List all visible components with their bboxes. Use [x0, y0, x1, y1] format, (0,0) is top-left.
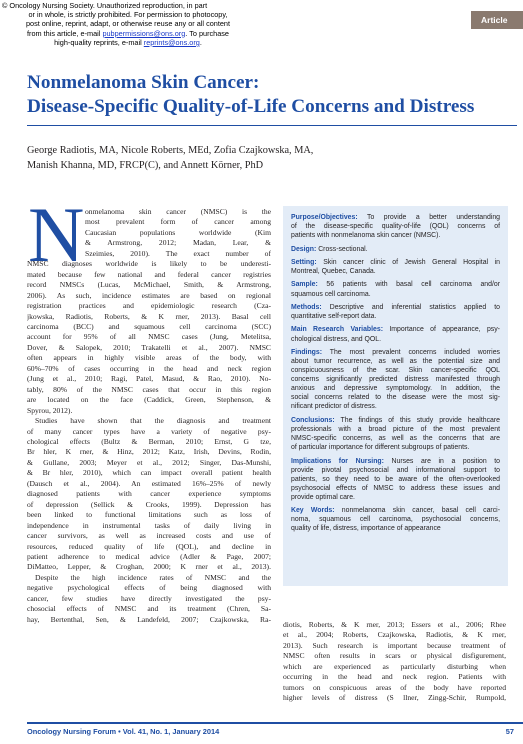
- body-line: are located on the face (Caddick, Green, Stephenson, &: [27, 395, 271, 405]
- body-line: 2006). As such, incidence estimates are based on regional: [27, 290, 271, 300]
- abstract-text: anxious and depressive symptomology. In addition, the: [291, 385, 500, 393]
- body-line: Caucasian populations worldwide (Kim: [85, 227, 271, 237]
- abstract-heading: Design:: [291, 245, 317, 253]
- abstract-heading: Findings:: [291, 348, 323, 356]
- body-line: patient adherence to medical advice (Adler & Page, 2007;: [27, 551, 271, 561]
- abstract-heading: Sample:: [291, 281, 318, 289]
- body-line: occurring in the head and neck region. Patients with: [283, 672, 506, 682]
- section-tab: Article: [471, 11, 523, 29]
- body-line: tumors on conspicuous areas of the body have reported: [283, 682, 506, 692]
- body-line: 60%–70% of cases occurring in the head and neck region: [27, 363, 271, 373]
- abstract-variables: [291, 325, 500, 343]
- abstract-text: Skin cancer clinic of Jewish General Hospital in: [316, 258, 500, 266]
- notice-text: . To purchase: [185, 28, 229, 38]
- title-line: Disease-Specific Quality-of-Life Concerns and Distress: [27, 95, 475, 117]
- body-line: which are experienced as particularly disturbing when: [283, 661, 506, 671]
- abstract-text: quality of life, distress, importance of appearance: [291, 525, 441, 533]
- author-list: [27, 144, 497, 173]
- body-line: often appears in highly visible areas of the body, with: [27, 353, 271, 363]
- abstract-text: patients with nonmelanoma skin cancer (NMSC).: [291, 232, 441, 240]
- abstract-text: concerns significantly predicted distress manifested through: [291, 376, 500, 384]
- body-line: Br hler, K rner, & Hinz, 2012; Katz, Irish, Devins, Rodin,: [27, 447, 271, 457]
- body-line: Szeimies, 2010). The exact number of: [85, 248, 271, 258]
- body-line: cancer survivors, as well as increased costs and use of: [27, 531, 271, 541]
- abstract-heading: Methods:: [291, 303, 322, 311]
- page-number: 57: [505, 727, 514, 736]
- body-line: & Br hler, 2010), which can impact overall patient health: [27, 468, 271, 478]
- body-line: hay, Bertenthal, Sen, & Landefeld, 2007; Czajkowska, Ra-: [27, 614, 271, 624]
- abstract-text: of particular importance for different subgroups of patients.: [291, 444, 470, 452]
- abstract-text: conspicuousness of the scar. Skin cancer-specific QOL: [291, 367, 500, 375]
- abstract-text: nificant predictor of distress.: [291, 403, 377, 411]
- abstract-setting: [291, 258, 500, 276]
- author-line: George Radiotis, MA, Nicole Roberts, MEd, Zofia Czajkowska, MA,: [27, 145, 314, 156]
- body-line: chosocial effects of NMSC and its treatment (Chren, Sa-: [27, 604, 271, 614]
- body-line: most prevalent form of cancer among: [85, 217, 271, 227]
- abstract-implications: [291, 457, 500, 502]
- journal-footer: Oncology Nursing Forum • Vol. 41, No. 1, January 2014: [27, 727, 220, 736]
- abstract-methods: [291, 303, 500, 321]
- body-line: NMSC diagnoses worldwide is likely to be underesti-: [27, 259, 271, 269]
- reprints-email-link[interactable]: reprints@ons.org: [143, 37, 200, 47]
- body-line: (Jung et al., 2010; Ragi, Patel, Masud, & Rao, 2010). No-: [27, 374, 271, 384]
- body-line: chological effects (Bultz & Berman, 2010; Ernst, G tze,: [27, 436, 271, 446]
- abstract-heading: Conclusions:: [291, 416, 335, 424]
- body-line: Dover, & Salopek, 2010; Trakatelli et al., 2007). NMSC: [27, 342, 271, 352]
- notice-line: © Oncology Nursing Society. Unauthorized reproduction, in part: [2, 1, 208, 10]
- abstract-text: Descriptive and inferential statistics applied to: [321, 303, 500, 311]
- body-line: of depression (Sellick & Crooks, 1999). Depression has: [27, 499, 271, 509]
- body-line: (Dausch et al., 2004). An estimated 16%–25% of newly: [27, 478, 271, 488]
- notice-text: .: [199, 37, 202, 47]
- abstract-sample: [291, 280, 500, 298]
- abstract-text: Nurses are in a position to: [383, 457, 500, 465]
- body-line: tably, 80% of the NMSC cases that occur in this region: [27, 384, 271, 394]
- abstract-text: patients, so they need to be aware of the often-overlooked: [291, 475, 500, 483]
- body-line: NMSC often results in scars or physical disfigurement,: [283, 651, 506, 661]
- body-line: diagnosed patients with cancer experience symptoms: [27, 489, 271, 499]
- body-column-left: [27, 191, 271, 625]
- abstract-heading: Key Words:: [291, 507, 335, 515]
- abstract-conclusions: [291, 416, 500, 452]
- abstract-text: squamous cell carcinoma.: [291, 290, 371, 298]
- body-line: resources, reduced quality of life (QOL), and decline in: [27, 541, 271, 551]
- body-line: onmelanoma skin cancer (NMSC) is the: [85, 207, 271, 216]
- body-line: jkowska, Radiotis, Roberts, & K rner, 2013). Basal cell: [27, 311, 271, 321]
- abstract-purpose: [291, 213, 500, 240]
- abstract-text: professionals with a broad picture of the most prevalent: [291, 425, 500, 433]
- body-line: diotis, Roberts, & K rner, 2013; Essers et al., 2006; Rhee: [283, 620, 506, 629]
- body-line: record NMSCs (Lucas, McMichael, Smith, & Armstrong,: [27, 280, 271, 290]
- abstract-text: Cross-sectional.: [316, 245, 368, 253]
- abstract-findings: [291, 348, 500, 412]
- body-line: negative psychological effects of being diagnosed with: [27, 583, 271, 593]
- abstract-text: of the disease-specific quality-of-life (QOL) concerns of: [291, 223, 500, 231]
- body-line: mated because few national and federal cancer registries: [27, 269, 271, 279]
- article-title: [27, 71, 507, 118]
- abstract-text: The findings of this study provide healthcare: [334, 416, 500, 424]
- abstract-text: noma, squamous cell carcinoma, psychosocial concerns,: [291, 516, 500, 524]
- body-line: et al., 2004; Roberts, Czajkowska, Radiotis, & K rner,: [283, 630, 506, 640]
- body-line: & Gullane, 2003; Meyer et al., 2012; Singer, Das-Munshi,: [27, 457, 271, 467]
- body-line: higher levels of distress (S llner, Zingg-Schir, Rumpold,: [283, 693, 506, 703]
- abstract-text: To provide a better understanding: [357, 214, 500, 221]
- body-line: carcinoma (BCC) and squamous cell carcinoma (SCC): [27, 321, 271, 331]
- abstract-design: [291, 245, 500, 254]
- drop-cap: N: [28, 191, 85, 278]
- abstract-text: 56 patients with basal cell carcinoma and/or: [317, 281, 500, 289]
- body-line: Spyrou, 2012).: [27, 405, 73, 415]
- notice-line: post online, reprint, adapt, or otherwise reuse any or all content: [25, 19, 231, 29]
- abstract-keywords: [291, 506, 500, 533]
- abstract-heading: Implications for Nursing:: [291, 457, 384, 465]
- body-line: 2013). Such research is important because treatment of: [283, 640, 506, 650]
- abstract-text: provide pivotal psychosocial and informational support to: [291, 466, 500, 474]
- permissions-email-link[interactable]: pubpermissions@ons.org: [102, 28, 186, 38]
- body-column-right: [283, 620, 506, 704]
- copyright-notice: [2, 1, 254, 47]
- abstract-heading: Setting:: [291, 258, 317, 266]
- abstract-text: nonmelanoma skin cancer, basal cell carci-: [334, 507, 500, 515]
- body-line: Studies have shown that the diagnosis and treatment: [35, 416, 271, 426]
- title-divider: [27, 125, 517, 126]
- notice-line: [2, 29, 254, 38]
- abstract-text: about tumor recurrence, as well as the potential size and: [291, 358, 500, 365]
- body-line: registration practices and epidemiologic research (Cza-: [27, 301, 271, 311]
- notice-line: or in whole, is strictly prohibited. For permission to photocopy,: [28, 10, 228, 20]
- abstract-text: chological distress, and QOL.: [291, 335, 382, 343]
- body-line: & Armstrong, 2012; Madan, Lear, &: [85, 238, 271, 248]
- footer-divider: [27, 722, 523, 724]
- body-line: been linked to functional limitations such as loss of: [27, 510, 271, 520]
- notice-line: [2, 38, 254, 47]
- notice-text: high-quality reprints, e-mail: [54, 37, 144, 47]
- abstract-heading: Purpose/Objectives:: [291, 214, 358, 221]
- body-line: Despite the high incidence rates of NMSC and the: [35, 572, 271, 582]
- abstract-box: [283, 206, 508, 586]
- abstract-text: Importance of appearance, psy-: [383, 326, 500, 334]
- body-line: independence in instrumental tasks of daily living in: [27, 520, 271, 530]
- abstract-text: The most prevalent concerns included worries: [322, 348, 500, 356]
- abstract-text: psychosocial effects of NMSC to address these issues and: [291, 484, 500, 492]
- body-line: of many cancer types have a variety of negative psy-: [27, 426, 271, 436]
- body-line: account for 95% of all NMSC cases (Jung, Metelitsa,: [27, 332, 271, 342]
- abstract-text: provide optimal care.: [291, 493, 355, 501]
- title-line: Nonmelanoma Skin Cancer:: [27, 72, 260, 93]
- abstract-text: quantitative self-report data.: [291, 313, 377, 321]
- body-line: DiMatteo, Lepper, & Croghan, 2000; K rner et al., 2013).: [27, 562, 271, 572]
- author-line: Manish Khanna, MD, FRCP(C), and Annett Körner, PhD: [27, 159, 264, 171]
- abstract-text: NMSC-specific concerns, as well as the concerns that are: [291, 435, 500, 443]
- abstract-text: Montreal, Quebec, Canada.: [291, 268, 376, 276]
- abstract-heading: Main Research Variables:: [291, 326, 383, 334]
- notice-text: from this article, e-mail: [27, 28, 103, 38]
- body-line: cancer, few studies have directly investigated the psy-: [27, 593, 271, 603]
- abstract-text: social concerns related to the disease were the most sig-: [291, 394, 500, 402]
